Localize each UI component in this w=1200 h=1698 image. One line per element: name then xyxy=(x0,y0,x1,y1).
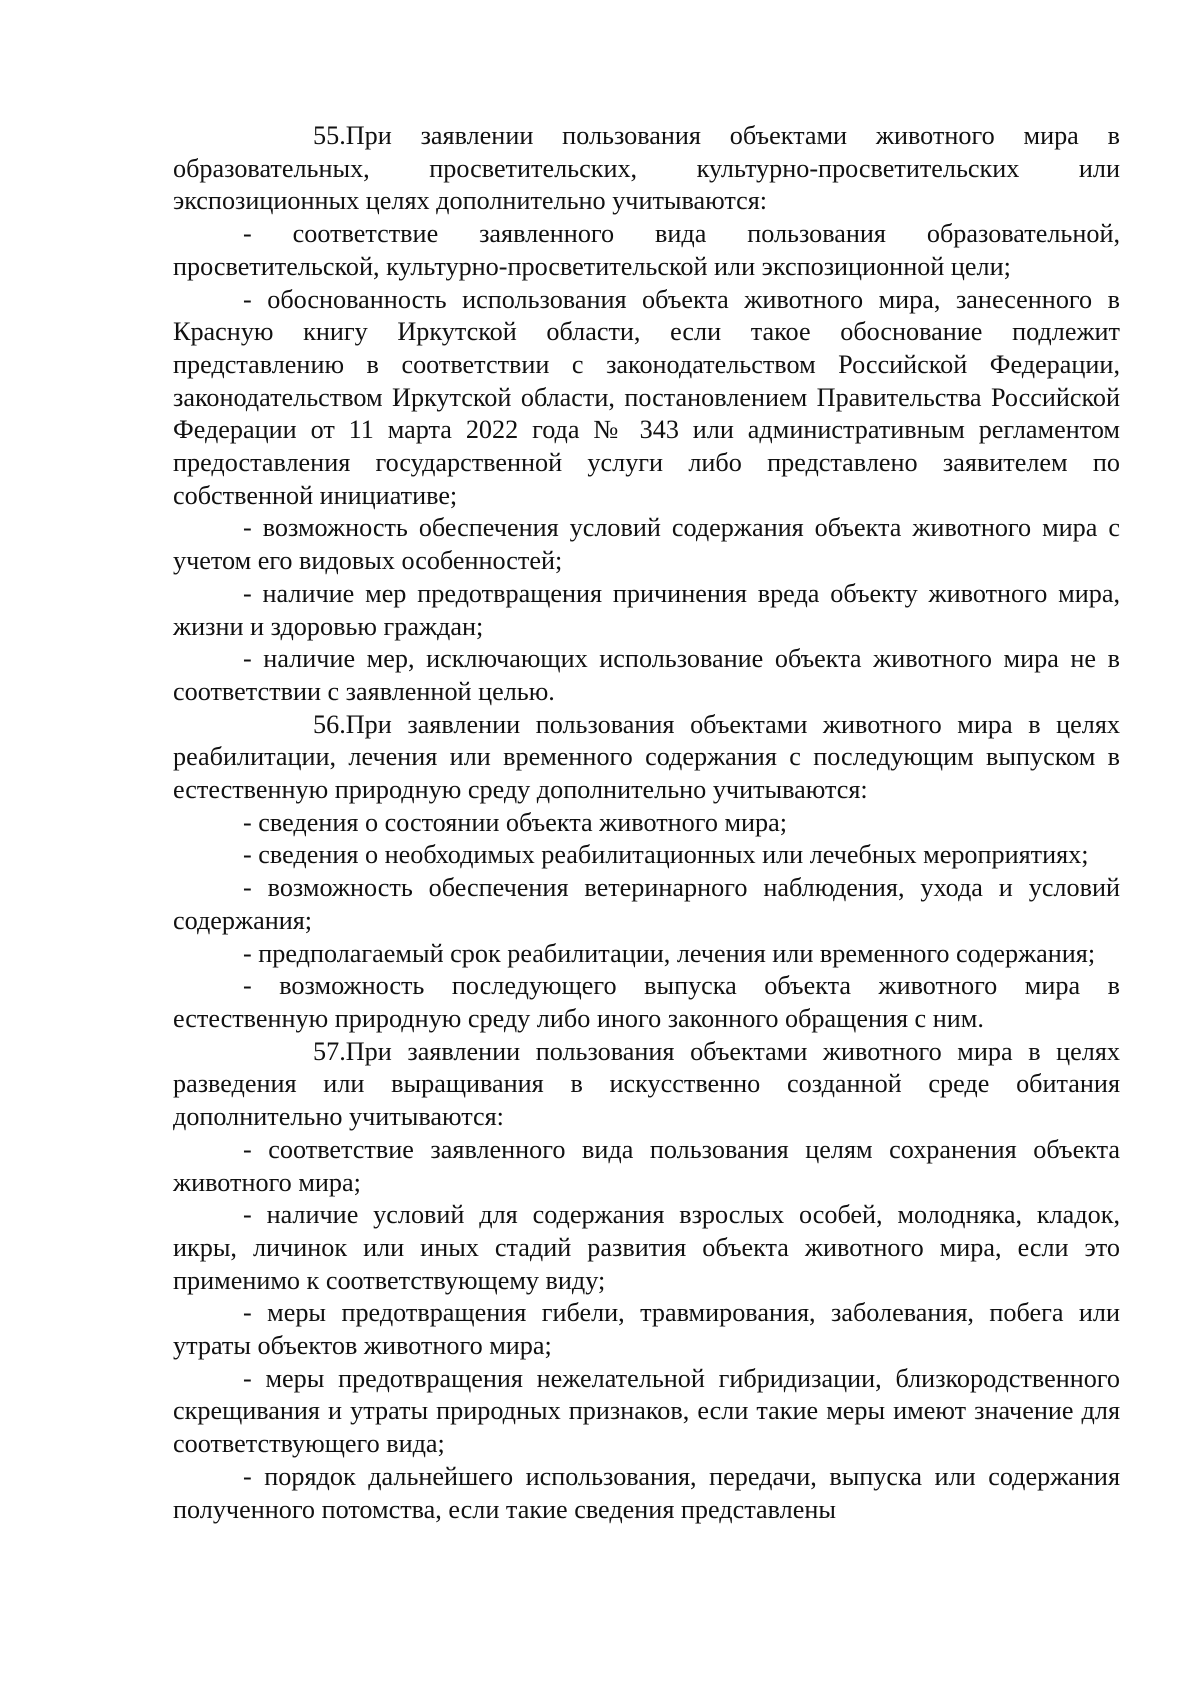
list-item: - соответствие заявленного вида пользования целям сохранения объекта животного мира; xyxy=(173,1134,1120,1197)
paragraph-55 xyxy=(173,120,1120,218)
list-item: - возможность обеспечения ветеринарного наблюдения, ухода и условий содержания; xyxy=(173,873,1120,935)
paragraph-56 xyxy=(173,709,1120,807)
list-item: - наличие условий для содержания взрослых особей, молодняка, кладок, икры, личинок или иных стадий развития объекта животного мира, если это применимо к соответствующему виду; xyxy=(173,1200,1120,1295)
list-item: - меры предотвращения гибели, травмирования, заболевания, побега или утраты объектов животного мира; xyxy=(173,1298,1120,1361)
paragraph-text: При заявлении пользования объектами животного мира в целях реабилитации, лечения или временного содержания с последующим выпуском в естественную природную среду дополнительно учитываются: xyxy=(173,709,1120,805)
list-item: - предполагаемый срок реабилитации, лечения или временного содержания; xyxy=(243,938,1096,968)
paragraph-57 xyxy=(173,1036,1120,1134)
paragraph-text: При заявлении пользования объектами животного мира в образовательных, просветительских, культурно-просветительских или экспозиционных целях дополнительно учитываются: xyxy=(173,121,1120,216)
list-item: - меры предотвращения нежелательной гибридизации, близкородственного скрещивания и утраты природных признаков, если такие меры имеют значение для соответствующего вида; xyxy=(173,1363,1120,1459)
list-item: - сведения о необходимых реабилитационных или лечебных мероприятиях; xyxy=(243,840,1089,870)
list-item: - соответствие заявленного вида пользования образовательной, просветительской, культурно-просветительской или экспозиционной цели; xyxy=(173,219,1120,281)
list-item: - возможность последующего выпуска объекта животного мира в естественную природную среду либо иного законного обращения с ним. xyxy=(173,971,1120,1033)
paragraph-number: 55. xyxy=(313,121,346,150)
document-page xyxy=(173,120,1120,1526)
paragraph-text: При заявлении пользования объектами животного мира в целях разведения или выращивания в искусственно созданной среде обитания дополнительно учитываются: xyxy=(173,1036,1120,1132)
list-item: - сведения о состоянии объекта животного мира; xyxy=(243,807,788,837)
list-item: - порядок дальнейшего использования, передачи, выпуска или содержания полученного потомства, если такие сведения представлены xyxy=(173,1461,1120,1524)
list-item: - обоснованность использования объекта животного мира, занесенного в Красную книгу Иркутской области, если такое обоснование подлежит представлению в соответствии с законодательством Российской Федерации, законодательством Иркутской области, постановлением Правительства Российской Федерации от 11 марта 2022 года № 343 или административным регламентом предоставления государственной услуги либо представлено заявителем по собственной инициативе; xyxy=(173,284,1120,510)
paragraph-number: 56. xyxy=(313,709,346,739)
paragraph-number: 57. xyxy=(313,1036,346,1066)
list-item: - наличие мер предотвращения причинения вреда объекту животного мира, жизни и здоровью граждан; xyxy=(173,578,1120,641)
list-item: - возможность обеспечения условий содержания объекта животного мира с учетом его видовых особенностей; xyxy=(173,513,1120,576)
list-item: - наличие мер, исключающих использование объекта животного мира не в соответствии с заявленной целью. xyxy=(173,644,1120,706)
